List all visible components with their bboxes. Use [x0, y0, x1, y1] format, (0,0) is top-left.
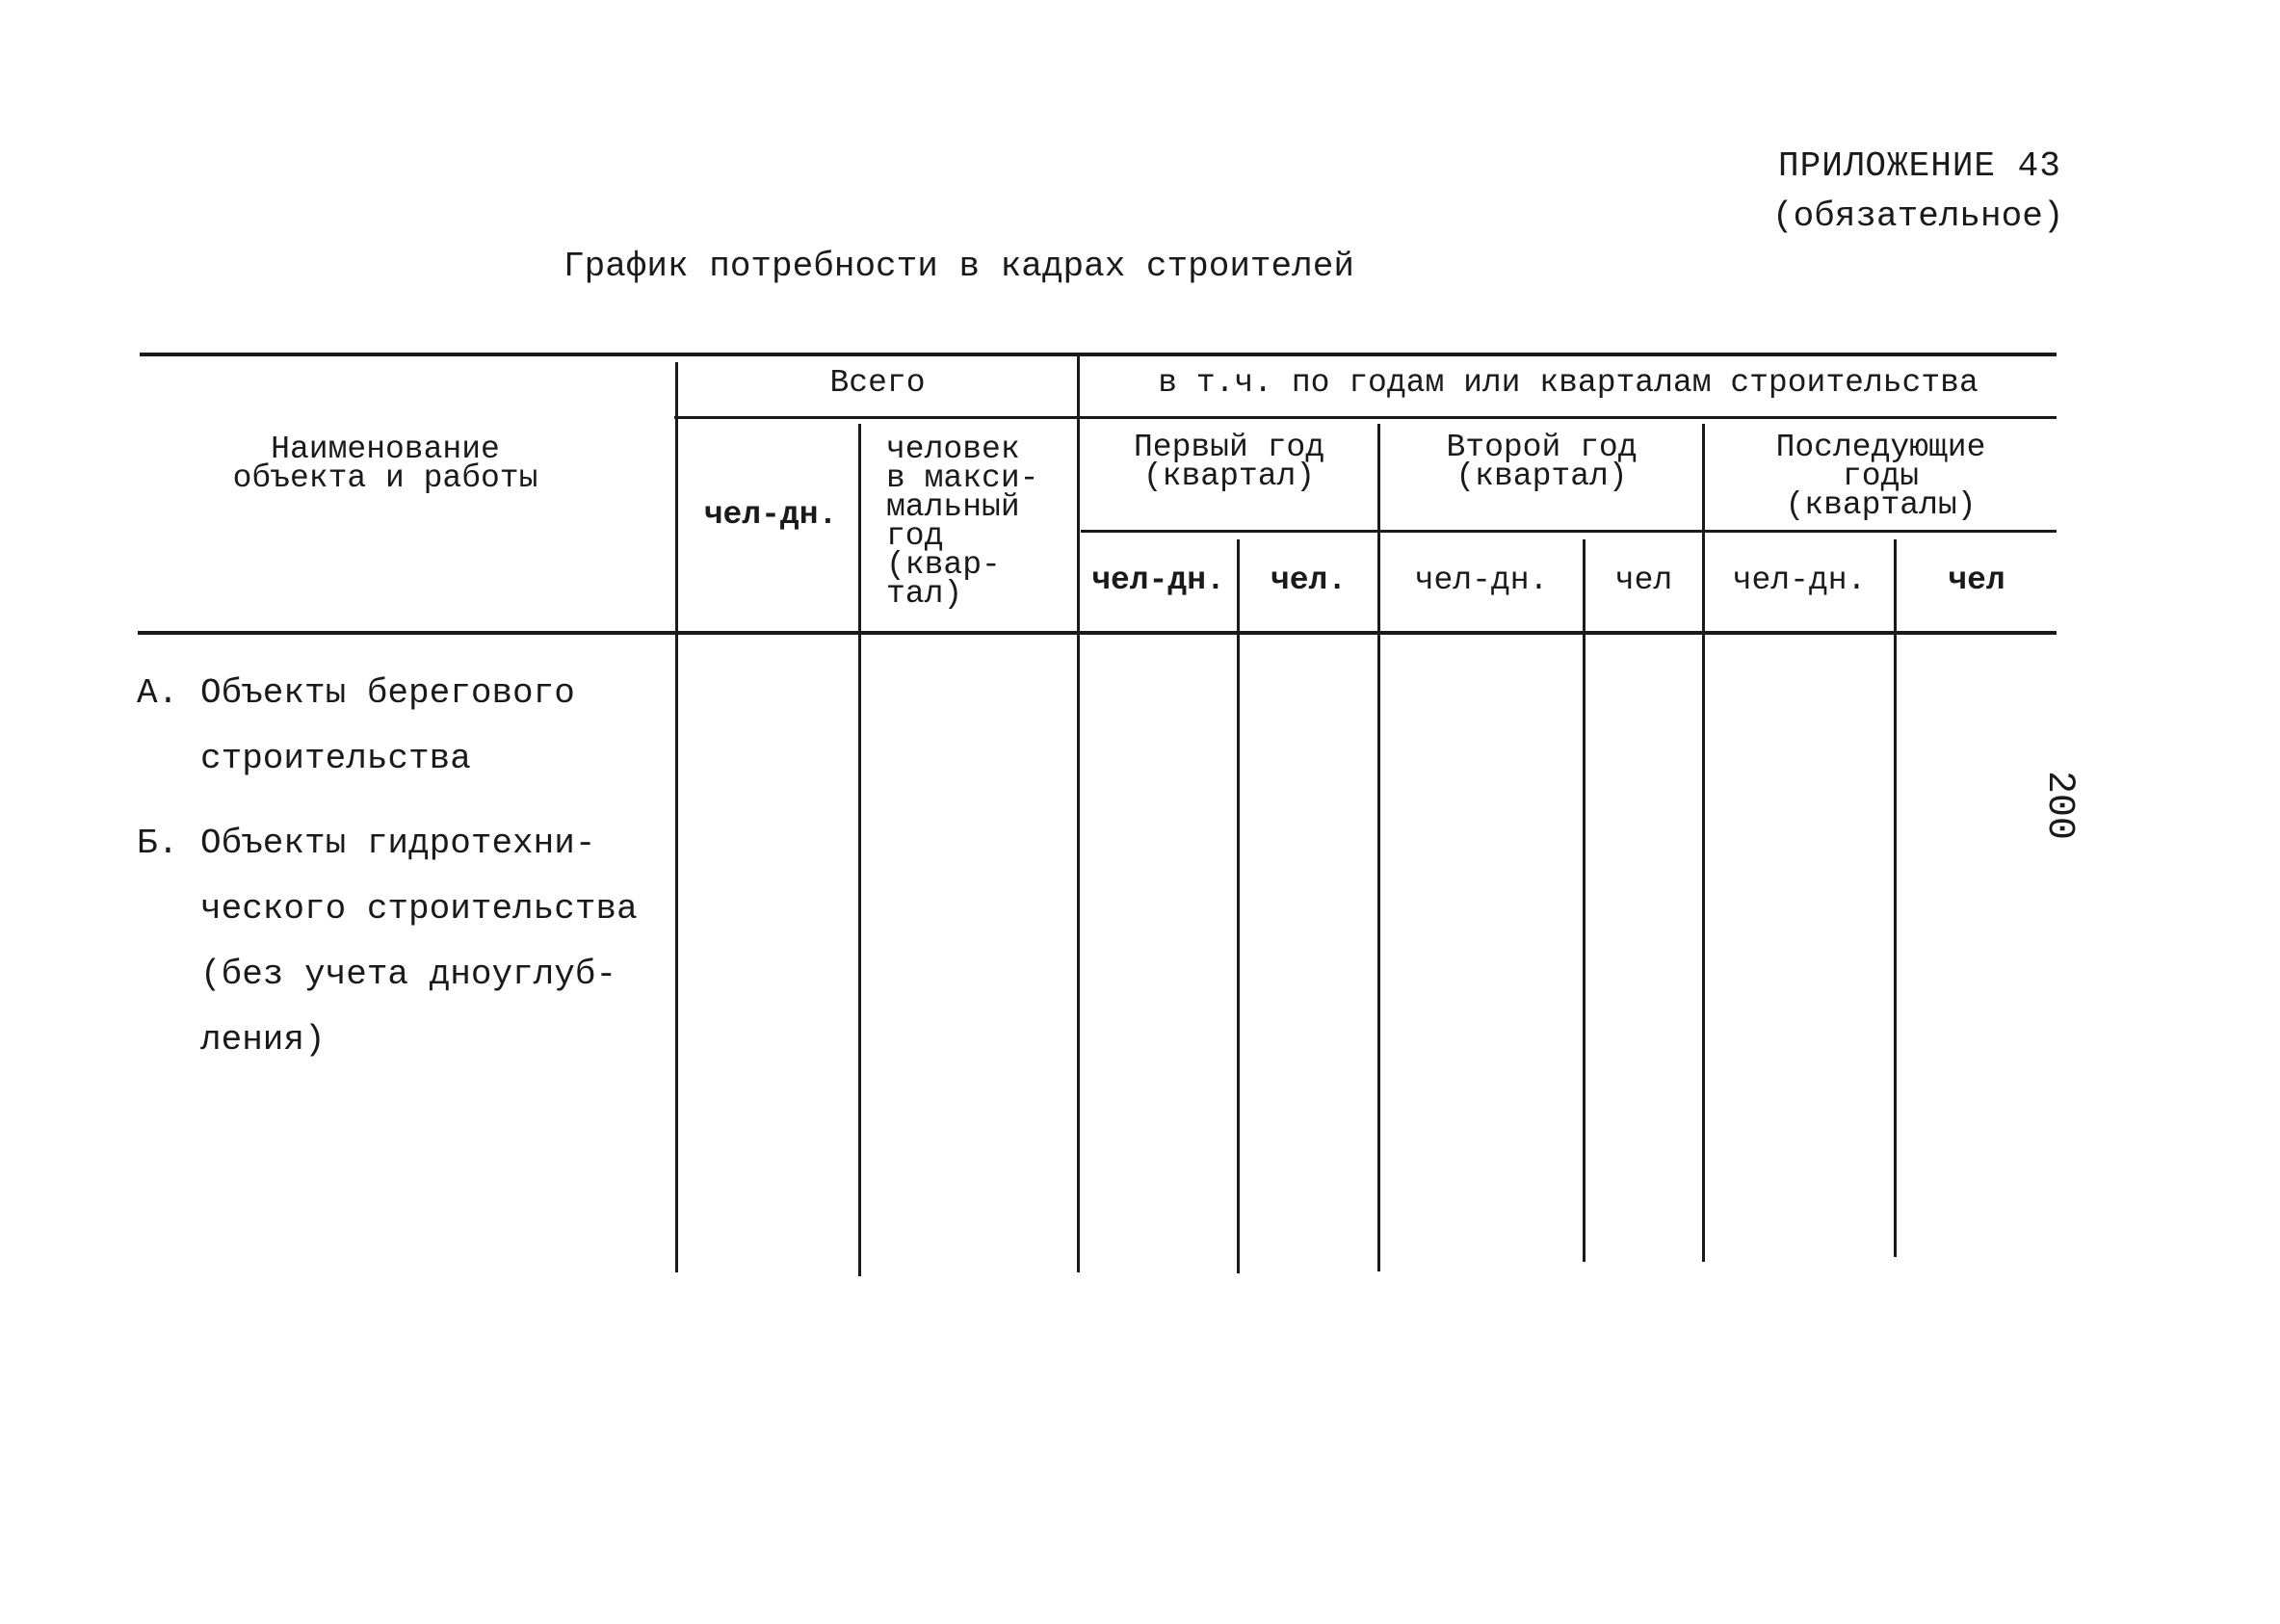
header-second-person-days: чел-дн.	[1414, 563, 1549, 598]
appendix-status: (обязательное)	[1772, 196, 2064, 236]
col-divider-first-year	[1237, 539, 1240, 1273]
group-header-rule	[674, 416, 2057, 419]
header-first-people: чел.	[1270, 563, 1348, 598]
row-name: Объекты гидротехни- ческого строительства (без учета дноуглуб- ления)	[200, 824, 638, 1060]
header-next-people: чел	[1948, 563, 2005, 598]
header-second-year: Второй год (квартал)	[1446, 430, 1638, 494]
document-title: График потребности в кадрах строителей	[563, 247, 1354, 286]
header-next-years: Последующие годы (кварталы)	[1775, 430, 1986, 523]
appendix-label: ПРИЛОЖЕНИЕ 43	[1778, 146, 2061, 186]
page-number: 200	[2037, 771, 2081, 841]
row-marker: Б.	[137, 824, 179, 863]
header-first-year: Первый год (квартал)	[1133, 430, 1325, 494]
col-divider-next-years	[1894, 539, 1897, 1257]
header-first-person-days: чел-дн.	[1091, 563, 1225, 598]
header-total-group: Всего	[829, 365, 926, 401]
header-next-person-days: чел-дн.	[1732, 563, 1867, 598]
header-breakdown-group: в т.ч. по годам или кварталам строительства	[1158, 365, 1979, 401]
header-name-column: Наименование объекта и работы	[232, 432, 538, 496]
header-total-person-days: чел-дн.	[703, 497, 838, 533]
col-divider-second-next	[1702, 424, 1705, 1262]
row-marker: А.	[137, 673, 179, 713]
header-second-people: чел	[1614, 563, 1673, 598]
header-bottom-rule	[138, 631, 2057, 635]
col-divider-first-second	[1377, 424, 1380, 1271]
header-total-people-max: человек в макси- мальный год (квар- тал)	[886, 432, 1039, 612]
col-divider-total-max	[858, 424, 861, 1276]
col-divider-name-total	[675, 362, 678, 1272]
subgroup-header-rule	[1081, 530, 2057, 533]
table-top-rule	[140, 353, 2057, 356]
row-name: Объекты берегового строительства	[200, 673, 575, 778]
col-divider-second-year	[1583, 539, 1586, 1262]
